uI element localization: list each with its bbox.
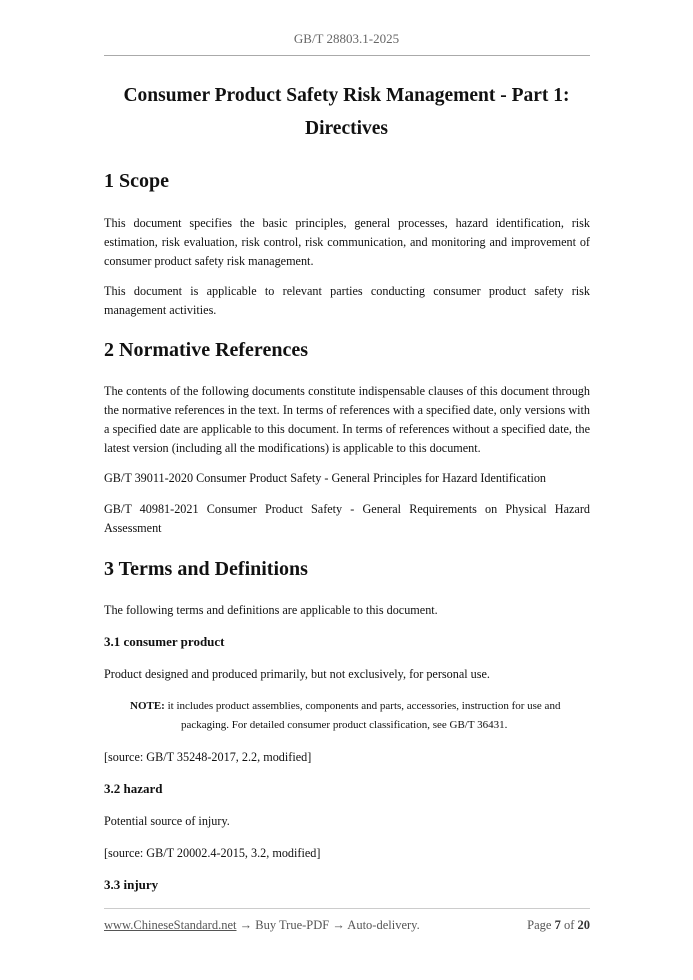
- header-rule: [104, 55, 590, 56]
- paragraph: The following terms and definitions are applicable to this document.: [104, 603, 438, 617]
- reference-item: GB/T 39011-2020 Consumer Product Safety - General Principles for Hazard Identification: [104, 471, 547, 485]
- note-text: packaging. For detailed consumer product classification, see GB/T 36431.: [181, 719, 508, 731]
- term-source: [source: GB/T 35248-2017, 2.2, modified]: [104, 750, 312, 764]
- footer-rule: [104, 908, 590, 909]
- note-text: it includes product assemblies, components and parts, accessories, instruction for use and: [167, 700, 561, 712]
- paragraph: This document is applicable to relevant parties conducting consumer product safety risk management activities.: [104, 284, 590, 317]
- note: [130, 697, 590, 735]
- paragraph: This document specifies the basic principles, general processes, hazard identification, risk estimation, risk evaluation, risk control, risk communication, and monitoring and improvement of consumer product safety risk management.: [104, 216, 590, 268]
- running-header: GB/T 28803.1-2025: [293, 31, 400, 46]
- term-heading: 3.3 injury: [104, 877, 159, 892]
- total-pages: 20: [577, 918, 590, 932]
- doc-title-line1: Consumer Product Safety Risk Management - Part 1:: [123, 85, 570, 106]
- paragraph: The contents of the following documents constitute indispensable clauses of this document through the normative references in the text. In terms of references with a specified date, only versions with a specified date are applicable to this document. In terms of references without a specified date, the latest version (including all the modifications) is applicable to this document.: [104, 384, 590, 455]
- page-label: Page: [527, 918, 552, 932]
- website-link[interactable]: www.ChineseStandard.net: [104, 918, 237, 932]
- term-heading: 3.2 hazard: [104, 781, 163, 796]
- section-heading-terms: 3 Terms and Definitions: [104, 558, 308, 580]
- footer-text: → Buy True-PDF → Auto-delivery.: [236, 918, 420, 932]
- section-heading-normative-references: 2 Normative References: [104, 339, 308, 361]
- section-heading-scope: 1 Scope: [104, 170, 169, 192]
- term-source: [source: GB/T 20002.4-2015, 3.2, modified]: [104, 846, 321, 860]
- current-page: 7: [554, 918, 561, 932]
- term-heading: 3.1 consumer product: [104, 634, 225, 649]
- term-definition: Product designed and produced primarily, but not exclusively, for personal use.: [104, 667, 490, 681]
- reference-item: GB/T 40981-2021 Consumer Product Safety - General Requirements on Physical Hazard Assessment: [104, 502, 590, 535]
- footer: [104, 918, 590, 933]
- of-label: of: [563, 918, 575, 932]
- doc-title-line2: Directives: [304, 118, 389, 139]
- page-number: [527, 918, 590, 933]
- note-label: NOTE:: [130, 700, 165, 712]
- term-definition: Potential source of injury.: [104, 814, 230, 828]
